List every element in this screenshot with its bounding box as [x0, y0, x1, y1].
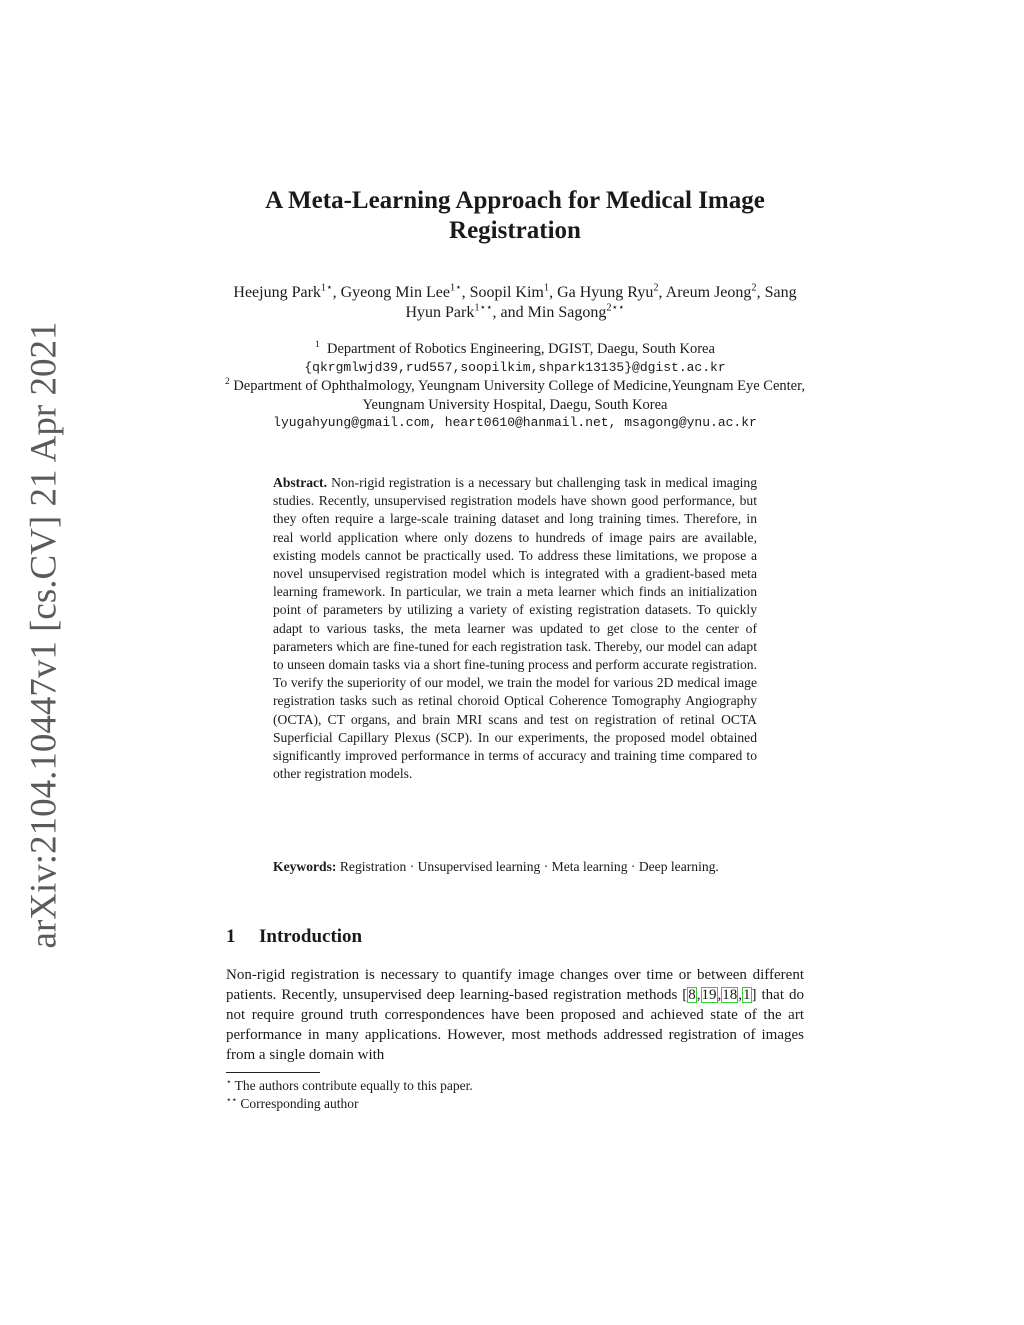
citation-link[interactable]: 8	[688, 987, 696, 1003]
author-name: , Areum Jeong	[658, 284, 752, 301]
affiliation-2-email: lyugahyung@gmail.com, heart0610@hanmail.net, msagong@ynu.ac.kr	[273, 415, 757, 430]
footnotes	[226, 1077, 804, 1113]
affiliations	[200, 340, 830, 433]
keywords-text: Registration · Unsupervised learning · Meta learning · Deep learning.	[339, 859, 719, 874]
arxiv-stamp: arXiv:2104.10447v1 [cs.CV] 21 Apr 2021	[23, 321, 65, 949]
author-affil-mark: 2	[751, 282, 757, 294]
intro-text-start: Non-rigid registration is necessary to quantify image changes over time or between different patients. Recently, unsupervised deep learning-based registration methods [	[226, 967, 804, 1003]
author-affil-mark: 2	[653, 282, 659, 294]
abstract-label: Abstract.	[273, 475, 327, 490]
intro-text-end: ] that do not require ground truth correspondences have been proposed and achieved state of the art performance in many applications. However, most methods addressed registration of images from a single domain with	[226, 987, 804, 1063]
affiliation-mark: 2	[225, 377, 230, 388]
keywords	[273, 858, 757, 876]
author-affil-mark: 1⋆⋆	[474, 302, 493, 314]
section-heading	[226, 925, 526, 949]
footnote-mark: ⋆	[226, 1076, 232, 1087]
citation-link[interactable]: 19	[701, 987, 717, 1003]
author-name: , and Min Sagong	[492, 304, 607, 321]
affiliation-mark: 1	[315, 340, 320, 351]
author-affil-mark: 1⋆	[449, 282, 462, 294]
affiliation-1-email: {qkrgmlwjd39,rud557,soopilkim,shpark13135}@dgist.ac.kr	[304, 359, 726, 375]
author-name: , Soopil Kim	[461, 284, 544, 301]
footnote-1-text: The authors contribute equally to this paper.	[234, 1078, 473, 1093]
citation-link[interactable]: 1	[743, 987, 751, 1003]
footnote-rule	[226, 1072, 320, 1073]
author-name: , Sang Hyun Park	[405, 284, 797, 321]
section-title: Introduction	[259, 926, 363, 947]
author-list	[225, 283, 805, 323]
author-name: , Ga Hyung Ryu	[549, 284, 654, 301]
author-name: Heejung Park	[233, 284, 321, 301]
author-affil-mark: 1⋆	[320, 282, 333, 294]
paper-title	[200, 186, 830, 246]
abstract-text: Non-rigid registration is a necessary but challenging task in medical imaging studies. Recently, unsupervised registration models have shown good performance, but they often require a large-scale training dataset and long training times. Therefore, in real world application where only dozens to hundreds of image pairs are available, existing models cannot be practically used. To address these limitations, we propose a novel unsupervised registration model which is integrated with a gradient-based meta learning framework. In particular, we train a meta learner which finds an initialization point of parameters by utilizing a variety of existing registration datasets. To quickly adapt to various tasks, the meta learner was updated to get close to the center of parameters which are fine-tuned for each registration task. Thereby, our model can adapt to unseen domain tasks via a short fine-tuning process and perform accurate registration. To verify the superiority of our model, we train the model for various 2D medical image registration tasks such as retinal choroid Optical Coherence Tomography Angiography (OCTA), CT organs, and brain MRI scans and test on registration of retinal OCTA Superficial Capillary Plexus (SCP). In our experiments, the proposed model obtained significantly improved performance in terms of accuracy and training time compared to other registration models.	[273, 475, 757, 782]
citation-link[interactable]: 18	[722, 987, 738, 1003]
affiliation-1	[200, 340, 830, 359]
arxiv-stamp-container	[14, 321, 74, 949]
title-line-1: A Meta-Learning Approach for Medical Image	[265, 187, 765, 214]
author-affil-mark: 2⋆⋆	[606, 302, 625, 314]
footnote-2	[226, 1095, 804, 1113]
keywords-label: Keywords:	[273, 859, 337, 874]
title-line-2: Registration	[449, 217, 581, 244]
footnote-1	[226, 1077, 804, 1095]
intro-paragraph: Non-rigid registration is necessary to quantify image changes over time or between different patients. Recently, unsupervised deep learning-based registration methods [8,19,18,1] that do not require ground truth correspondences have been proposed and achieved state of the art performance in many applications. However, most methods addressed registration of images from a single domain with	[226, 967, 804, 1063]
footnote-mark: ⋆⋆	[226, 1094, 237, 1105]
affiliation-2	[200, 377, 830, 414]
footnote-2-text: Corresponding author	[240, 1096, 359, 1111]
abstract	[273, 474, 757, 783]
author-name: , Gyeong Min Lee	[332, 284, 450, 301]
author-affil-mark: 1	[543, 282, 550, 294]
section-number: 1	[226, 926, 236, 947]
affiliation-2-text: Department of Ophthalmology, Yeungnam University College of Medicine,Yeungnam Eye Center, Yeungnam University Hospital, Daegu, South Korea	[233, 378, 805, 413]
affiliation-1-text: Department of Robotics Engineering, DGIST, Daegu, South Korea	[327, 341, 715, 357]
